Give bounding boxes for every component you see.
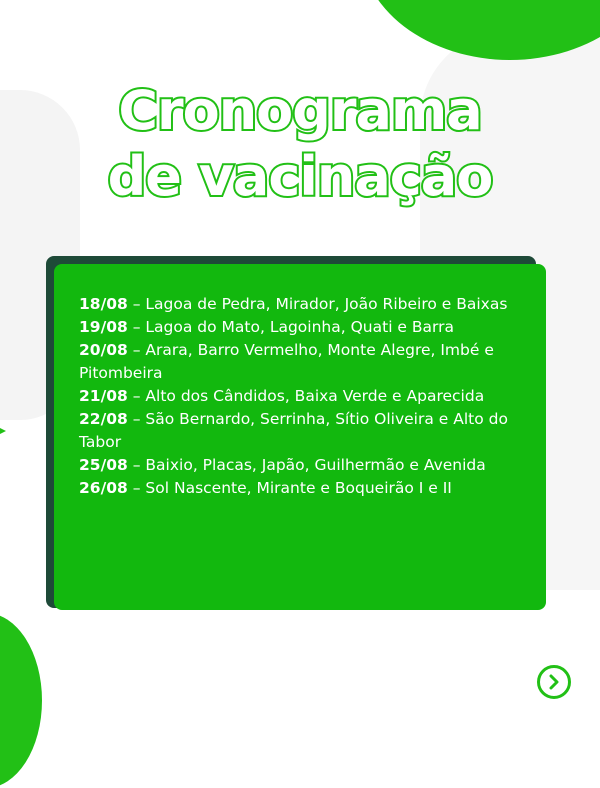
schedule-places: Arara, Barro Vermelho, Monte Alegre, Imbé e Pitombeira bbox=[79, 341, 494, 382]
title-line-2: de vacinação bbox=[107, 145, 493, 208]
schedule-places: Alto dos Cândidos, Baixa Verde e Aparecida bbox=[145, 387, 485, 405]
schedule-list bbox=[79, 293, 526, 500]
schedule-date: 22/08 bbox=[79, 410, 128, 428]
schedule-places: Baixio, Placas, Japão, Guilhermão e Avenida bbox=[145, 456, 486, 474]
title-line-1: Cronograma bbox=[118, 79, 482, 142]
decorative-tick bbox=[0, 428, 6, 434]
schedule-item bbox=[79, 454, 526, 477]
schedule-date: 18/08 bbox=[79, 295, 128, 313]
schedule-places: Lagoa de Pedra, Mirador, João Ribeiro e Baixas bbox=[145, 295, 508, 313]
schedule-places: São Bernardo, Serrinha, Sítio Oliveira e Alto do Tabor bbox=[79, 410, 508, 451]
schedule-places: Sol Nascente, Mirante e Boqueirão I e II bbox=[145, 479, 452, 497]
schedule-separator: – bbox=[127, 318, 146, 336]
next-button[interactable] bbox=[537, 665, 571, 699]
schedule-separator: – bbox=[127, 456, 146, 474]
schedule-places: Lagoa do Mato, Lagoinha, Quati e Barra bbox=[145, 318, 454, 336]
decorative-blob-bottom bbox=[0, 613, 42, 788]
schedule-separator: – bbox=[127, 479, 146, 497]
schedule-date: 21/08 bbox=[79, 387, 128, 405]
schedule-item bbox=[79, 316, 526, 339]
schedule-date: 20/08 bbox=[79, 341, 128, 359]
schedule-separator: – bbox=[127, 410, 146, 428]
chevron-right-icon bbox=[547, 674, 561, 690]
schedule-separator: – bbox=[127, 341, 146, 359]
schedule-item bbox=[79, 408, 526, 454]
decorative-blob-top bbox=[360, 0, 600, 60]
schedule-item bbox=[79, 339, 526, 385]
schedule-item bbox=[79, 477, 526, 500]
schedule-separator: – bbox=[127, 387, 146, 405]
schedule-separator: – bbox=[127, 295, 146, 313]
schedule-item bbox=[79, 385, 526, 408]
page-title bbox=[0, 78, 600, 210]
schedule-date: 26/08 bbox=[79, 479, 128, 497]
schedule-card bbox=[54, 264, 546, 610]
schedule-date: 19/08 bbox=[79, 318, 128, 336]
schedule-date: 25/08 bbox=[79, 456, 128, 474]
schedule-item bbox=[79, 293, 526, 316]
